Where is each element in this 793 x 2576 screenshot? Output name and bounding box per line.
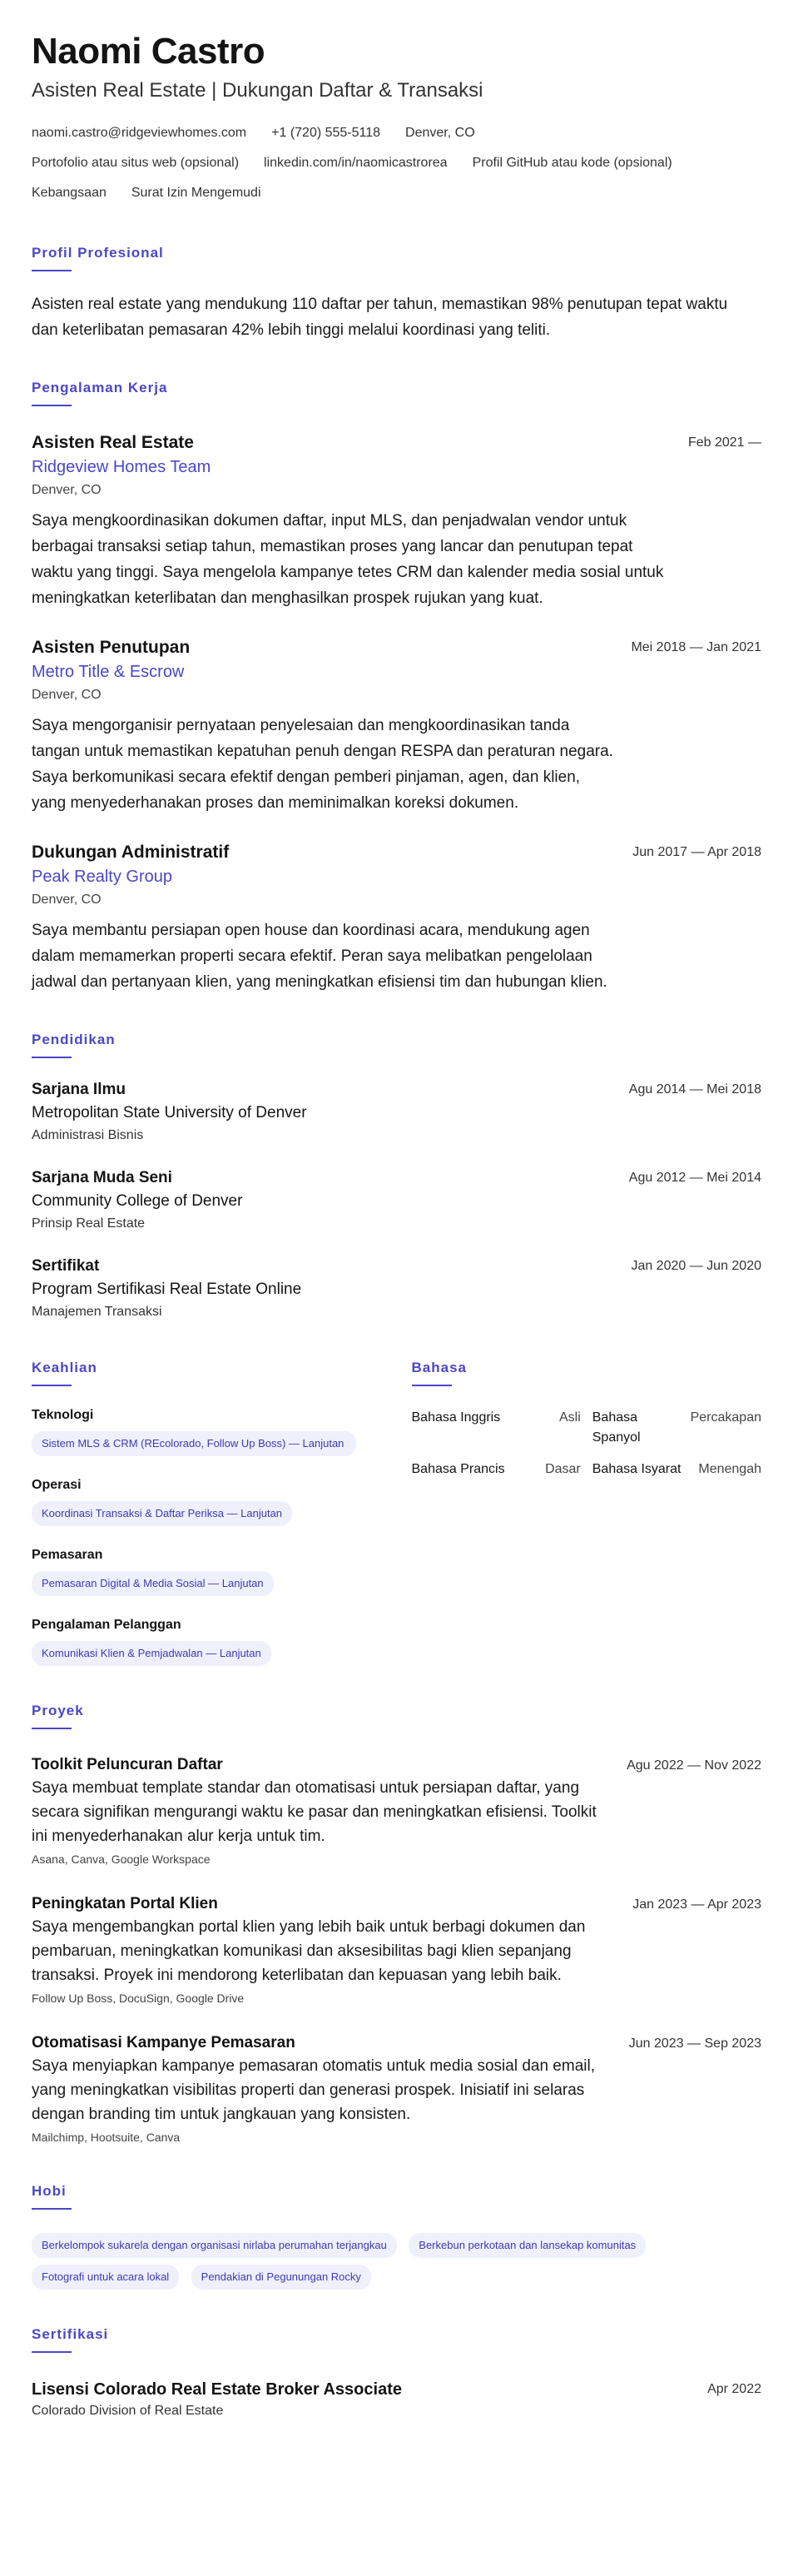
section-title: Profil Profesional [32, 245, 164, 261]
job-date: Feb 2021 — [687, 435, 761, 450]
section-divider [32, 1728, 72, 1729]
skill-tag: Pemasaran Digital & Media Sosial — Lanjutan [32, 1571, 274, 1596]
section-title: Pendidikan [32, 1032, 116, 1047]
education-entry [32, 1166, 761, 1235]
edu-degree: Sarjana Muda Seni [32, 1169, 172, 1186]
job-title: Asisten Penutupan [32, 638, 191, 657]
section-title: Proyek [32, 1703, 84, 1718]
project-date: Jan 2023 — Apr 2023 [632, 1897, 761, 1912]
edu-date: Jan 2020 — Jun 2020 [631, 1259, 761, 1273]
contact-block [32, 118, 761, 208]
education-entry [32, 1078, 761, 1146]
section-title: Keahlian [32, 1360, 97, 1375]
section-title: Sertifikasi [32, 2326, 109, 2342]
skills-section [32, 1360, 382, 1666]
job-location: Denver, CO [32, 893, 102, 907]
job-company: Peak Realty Group [32, 868, 172, 886]
skill-group [32, 1546, 382, 1596]
job-company: Ridgeview Homes Team [32, 458, 211, 476]
skill-category: Pengalaman Pelanggan [32, 1618, 181, 1632]
contact-linkedin[interactable]: linkedin.com/in/naomicastrorea [264, 156, 448, 170]
project-tools: Mailchimp, Hootsuite, Canva [32, 2131, 181, 2144]
certifications-section [32, 2326, 761, 2421]
experience-entry [32, 431, 761, 611]
projects-section [32, 1703, 761, 2146]
language-item [592, 1408, 761, 1448]
job-date: Jun 2017 — Apr 2018 [632, 845, 761, 859]
edu-date: Agu 2014 — Mei 2018 [628, 1082, 761, 1097]
cert-date: Apr 2022 [707, 2382, 761, 2396]
project-date: Agu 2022 — Nov 2022 [627, 1758, 761, 1773]
project-title: Otomatisasi Kampanye Pemasaran [32, 2034, 295, 2051]
job-description: Saya mengkoordinasikan dokumen daftar, input MLS, dan penjadwalan vendor untuk berbagai transaksi setiap tahun, memastikan proses yang lancar dan penutupan tepat waktu yang tinggi. Saya mengelola kampanye tetes CRM dan kalender media sosial untuk meningkatkan keterlibatan dan menghasilkan prospek rujukan yang kuat. [32, 512, 664, 607]
job-description: Saya membantu persiapan open house dan koordinasi acara, mendukung agen dalam memamerkan properti secara efektif. Peran saya melibatkan pengelolaan jadwal dan pertanyaan klien, yang meningkatkan efisiensi tim dan hubungan klien. [32, 922, 607, 991]
skill-tag: Koordinasi Transaksi & Daftar Periksa — Lanjutan [32, 1501, 292, 1526]
profile-summary: Asisten real estate yang mendukung 110 daftar per tahun, memastikan 98% penutupan tepat waktu dan keterlibatan pemasaran 42% lebih tinggi melalui koordinasi yang teliti. [32, 296, 728, 339]
edu-degree: Sarjana Ilmu [32, 1081, 126, 1098]
language-level: Menengah [698, 1462, 761, 1476]
contact-license: Surat Izin Mengemudi [131, 186, 261, 200]
project-title: Toolkit Peluncuran Daftar [32, 1756, 223, 1773]
skill-tag: Sistem MLS & CRM (REcolorado, Follow Up Boss) — Lanjutan [32, 1431, 356, 1456]
language-item [412, 1460, 581, 1479]
hobby-tag: Fotografi untuk acara lokal [32, 2265, 179, 2290]
project-title: Peningkatan Portal Klien [32, 1895, 218, 1912]
section-title: Bahasa [411, 1360, 467, 1375]
edu-field: Prinsip Real Estate [32, 1216, 146, 1231]
contact-portfolio[interactable]: Portofolio atau situs web (opsional) [32, 156, 240, 170]
language-level: Percakapan [690, 1410, 761, 1425]
section-divider [32, 1057, 72, 1058]
language-name: Bahasa Spanyol [592, 1410, 641, 1445]
contact-github[interactable]: Profil GitHub atau kode (opsional) [472, 156, 672, 170]
language-name: Bahasa Inggris [411, 1410, 501, 1425]
skill-category: Pemasaran [32, 1548, 103, 1562]
project-description: Saya membuat template standar dan otomatisasi untuk persiapan daftar, yang secara signifikan mengurangi waktu ke pasar dan meningkatkan efisiensi. Toolkit ini menyederhanakan alur kerja untuk tim. [32, 1779, 597, 1845]
experience-entry [32, 636, 761, 816]
skill-category: Operasi [32, 1478, 82, 1492]
hobby-tag: Berkebun perkotaan dan lansekap komunitas [409, 2233, 646, 2258]
skill-group [32, 1476, 382, 1526]
section-divider [32, 2208, 72, 2210]
resume-name: Naomi Castro [32, 31, 265, 72]
job-date: Mei 2018 — Jan 2021 [631, 640, 761, 654]
resume-subtitle: Asisten Real Estate | Dukungan Daftar & Transaksi [32, 79, 483, 102]
project-entry [32, 2032, 761, 2146]
project-entry [32, 1893, 761, 2007]
project-date: Jun 2023 — Sep 2023 [628, 2036, 761, 2051]
hobby-tags [32, 2226, 761, 2290]
contact-phone[interactable]: +1 (720) 555-5118 [271, 126, 381, 140]
hobbies-section [32, 2183, 761, 2290]
project-description: Saya menyiapkan kampanye pemasaran otomatis untuk media sosial dan email, yang meningkatkan visibilitas properti dan generasi prospek. Inisiatif ini selaras dengan branding tim untuk jangkauan yang konsisten. [32, 2057, 595, 2123]
contact-email[interactable]: naomi.castro@ridgeviewhomes.com [32, 126, 247, 140]
job-company: Metro Title & Escrow [32, 663, 185, 681]
edu-date: Agu 2012 — Mei 2014 [628, 1171, 761, 1185]
skill-group [32, 1616, 382, 1666]
section-divider [412, 1385, 452, 1386]
edu-school: Metropolitan State University of Denver [32, 1104, 307, 1121]
language-item [412, 1408, 581, 1448]
language-grid [412, 1408, 762, 1479]
language-name: Bahasa Prancis [411, 1462, 505, 1476]
section-divider [32, 2351, 72, 2353]
skill-group [32, 1406, 382, 1456]
hobby-tag: Berkelompok sukarela dengan organisasi nirlaba perumahan terjangkau [32, 2233, 397, 2258]
section-divider [32, 1385, 72, 1386]
skill-category: Teknologi [32, 1408, 94, 1422]
job-title: Asisten Real Estate [32, 433, 194, 452]
job-location: Denver, CO [32, 688, 102, 702]
project-tools: Follow Up Boss, DocuSign, Google Drive [32, 1992, 245, 2005]
edu-field: Administrasi Bisnis [32, 1128, 144, 1142]
languages-section [412, 1360, 762, 1666]
hobby-tag: Pendakian di Pegunungan Rocky [191, 2265, 371, 2290]
contact-location: Denver, CO [405, 126, 475, 140]
section-divider [32, 405, 72, 406]
section-title: Pengalaman Kerja [32, 380, 168, 395]
project-tools: Asana, Canva, Google Workspace [32, 1852, 211, 1866]
experience-section [32, 380, 761, 995]
job-location: Denver, CO [32, 483, 102, 497]
experience-entry [32, 841, 761, 995]
language-level: Dasar [545, 1462, 581, 1476]
cert-issuer: Colorado Division of Real Estate [32, 2404, 224, 2418]
section-title: Hobi [32, 2183, 67, 2199]
certification-entry [32, 2378, 761, 2421]
cert-title: Lisensi Colorado Real Estate Broker Associate [32, 2380, 402, 2399]
edu-degree: Sertifikat [32, 1257, 100, 1275]
language-level: Asli [558, 1410, 581, 1425]
skills-languages-row [32, 1360, 761, 1666]
education-entry [32, 1255, 761, 1323]
education-section [32, 1032, 761, 1323]
job-description: Saya mengorganisir pernyataan penyelesaian dan mengkoordinasikan tanda tangan untuk memastikan kepatuhan penuh dengan RESPA dan peraturan negara. Saya berkomunikasi secara efektif dengan pemberi pinjaman, agen, dan klien, yang menyederhanakan proses dan meminimalkan koreksi dokumen. [32, 717, 613, 812]
skill-tag: Komunikasi Klien & Pemjadwalan — Lanjutan [32, 1641, 271, 1666]
edu-school: Community College of Denver [32, 1192, 243, 1210]
project-description: Saya mengembangkan portal klien yang lebih baik untuk berbagi dokumen dan pembaruan, meningkatkan komunikasi dan aksesibilitas bagi klien sepanjang transaksi. Proyek ini mendorong keterlibatan dan kepuasan yang lebih baik. [32, 1918, 586, 1984]
edu-field: Manajemen Transaksi [32, 1305, 162, 1319]
contact-nationality: Kebangsaan [32, 186, 107, 200]
language-name: Bahasa Isyarat [592, 1462, 681, 1476]
language-item [592, 1460, 761, 1479]
edu-school: Program Sertifikasi Real Estate Online [32, 1281, 302, 1298]
section-divider [32, 270, 72, 271]
project-entry [32, 1754, 761, 1868]
profile-section [32, 245, 761, 343]
job-title: Dukungan Administratif [32, 843, 230, 862]
